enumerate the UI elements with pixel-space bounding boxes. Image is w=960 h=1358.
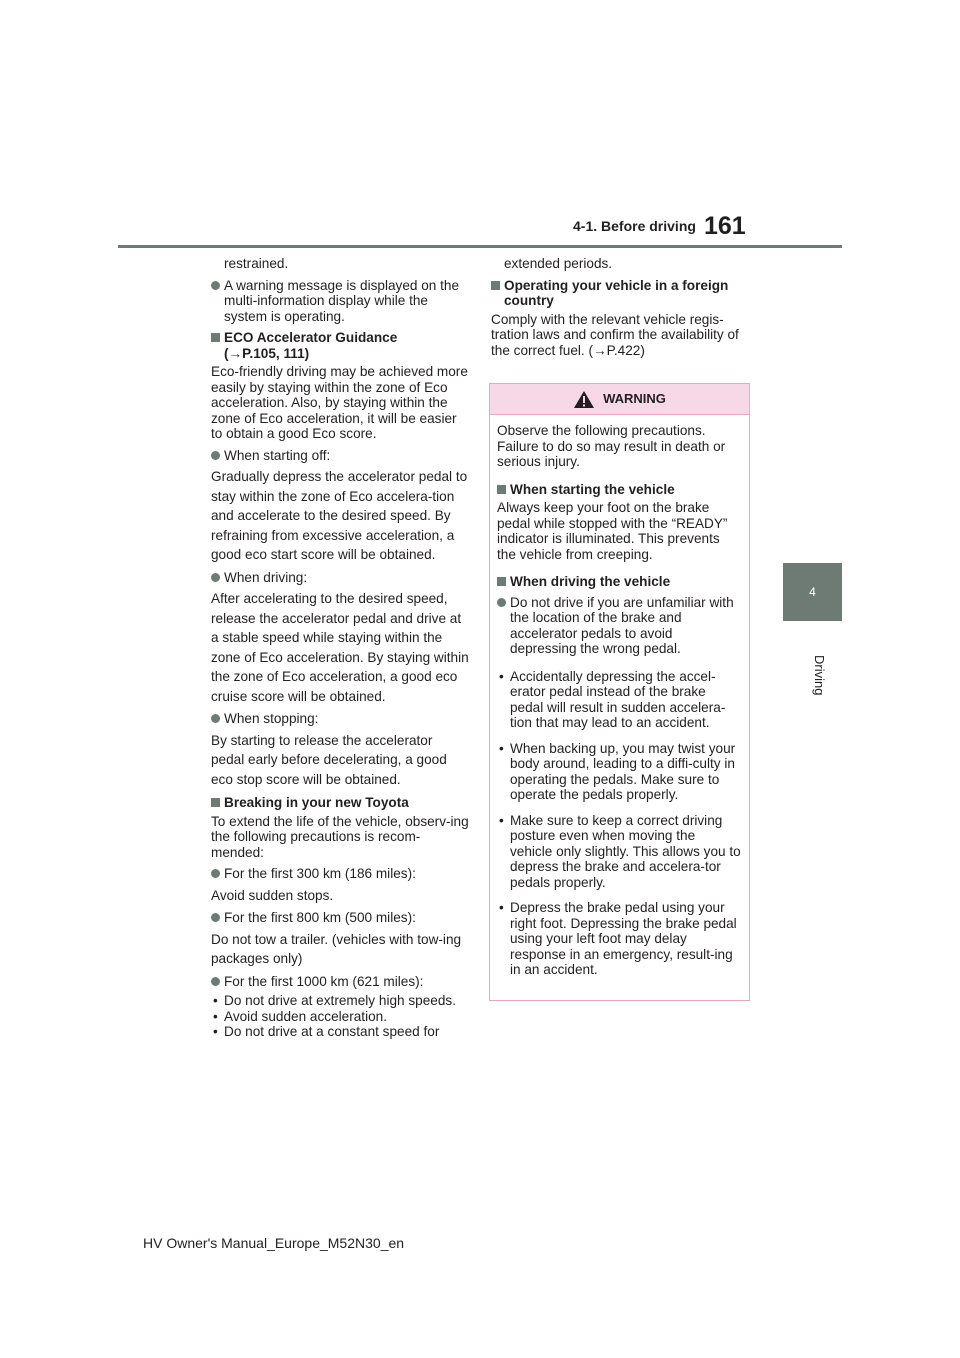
left-column: [211, 256, 469, 1040]
starting-off-text: Gradually depress the accelerator pedal to stay within the zone of Eco accelera-tion and accelerate to the desired speed. By refraining from excessive acceleration, a good eco start score will be obtained.: [211, 469, 468, 562]
breaking-in-heading: Breaking in your new Toyota: [211, 795, 469, 811]
breaking-in-intro: To extend the life of the vehicle, observ-ing the following precautions is recom-mended:: [211, 813, 469, 860]
list-item: • Do not drive at a constant speed for: [211, 1024, 469, 1040]
right-column: [491, 256, 753, 364]
bullet-first-300km: For the first 300 km (186 miles):: [211, 866, 469, 882]
eco-heading-ref[interactable]: (→P.105, 111): [224, 345, 310, 361]
list-item: • Avoid sudden acceleration.: [211, 1009, 469, 1025]
footer-manual-id: HV Owner's Manual_Europe_M52N30_en: [143, 1235, 405, 1251]
eco-guidance-heading: [211, 330, 469, 361]
bullet-warning-message: A warning message is displayed on the multi-information display while the system is operating.: [211, 278, 469, 325]
eco-intro: Eco-friendly driving may be achieved more easily by staying within the zone of Eco acceleration. Also, by staying within the zone of Eco acceleration, it will be easier to obtain a good Eco score.: [211, 364, 468, 441]
eco-heading-line1: ECO Accelerator Guidance: [224, 330, 398, 345]
warning-body: [490, 415, 749, 978]
page-number: 161: [704, 212, 746, 240]
chapter-number: 4: [809, 585, 816, 599]
warning-header: [490, 384, 749, 415]
warning-intro: Observe the following precautions. Failure to do so may result in death or serious injury.: [497, 423, 726, 469]
warning-starting-text: Always keep your foot on the brake pedal while stopped with the “READY” indicator is illuminated. This prevents the vehicle from creeping.: [497, 500, 728, 562]
first-800km-text: Do not tow a trailer. (vehicles with tow-ing packages only): [211, 931, 462, 966]
warning-item: • Accidentally depressing the accel-erator pedal instead of the brake pedal will result in sudden accelera-tion that may lead to an accident.: [497, 669, 741, 731]
warning-item: • When backing up, you may twist your body around, leading to a diffi-culty in operating the pedals. Make sure to operate the pedals properly.: [497, 741, 741, 803]
warning-driving-bullet: Do not drive if you are unfamiliar with the location of the brake and accelerator pedals to avoid depressing the wrong pedal.: [497, 595, 741, 657]
bullet-first-1000km: For the first 1000 km (621 miles):: [211, 974, 469, 990]
first-300km-text: Avoid sudden stops.: [211, 887, 334, 903]
continued-text: restrained.: [224, 256, 289, 271]
bullet-first-800km: For the first 800 km (500 miles):: [211, 910, 469, 926]
list-item: • Do not drive at extremely high speeds.: [211, 993, 469, 1009]
warning-triangle-icon: [573, 390, 595, 409]
header-rule: [118, 245, 842, 248]
warning-title: WARNING: [603, 391, 666, 407]
bullet-when-stopping: When stopping:: [211, 711, 469, 727]
continued-text-right: extended periods.: [504, 256, 613, 271]
bullet-starting-off: When starting off:: [211, 448, 469, 464]
warning-item: • Depress the brake pedal using your right foot. Depressing the brake pedal using your left foot may delay response in an emergency, result-ing in an accident.: [497, 900, 741, 978]
warning-driving-heading: When driving the vehicle: [497, 574, 741, 590]
chapter-label: Driving: [812, 655, 827, 696]
bullet-when-driving: When driving:: [211, 570, 469, 586]
when-driving-text: After accelerating to the desired speed, release the accelerator pedal and drive at a stable speed while staying within the zone of Eco acceleration. By staying within the zone of Eco acceleration, a good eco cruise score will be obtained.: [211, 591, 469, 704]
foreign-country-heading: Operating your vehicle in a foreign country: [491, 278, 753, 309]
when-stopping-text: By starting to release the accelerator pedal early before decelerating, a good eco stop score will be obtained.: [211, 732, 447, 787]
warning-starting-heading: When starting the vehicle: [497, 482, 741, 498]
foreign-country-text: Comply with the relevant vehicle regis-tration laws and confirm the availability of the correct fuel. (→P.422): [491, 311, 739, 358]
chapter-tab[interactable]: [783, 563, 842, 621]
warning-item: • Make sure to keep a correct driving posture even when moving the vehicle only slightly. This allows you to depress the brake and accelera-tor pedals properly.: [497, 813, 741, 891]
warning-box: [489, 383, 750, 1001]
section-title: 4-1. Before driving: [573, 218, 696, 234]
